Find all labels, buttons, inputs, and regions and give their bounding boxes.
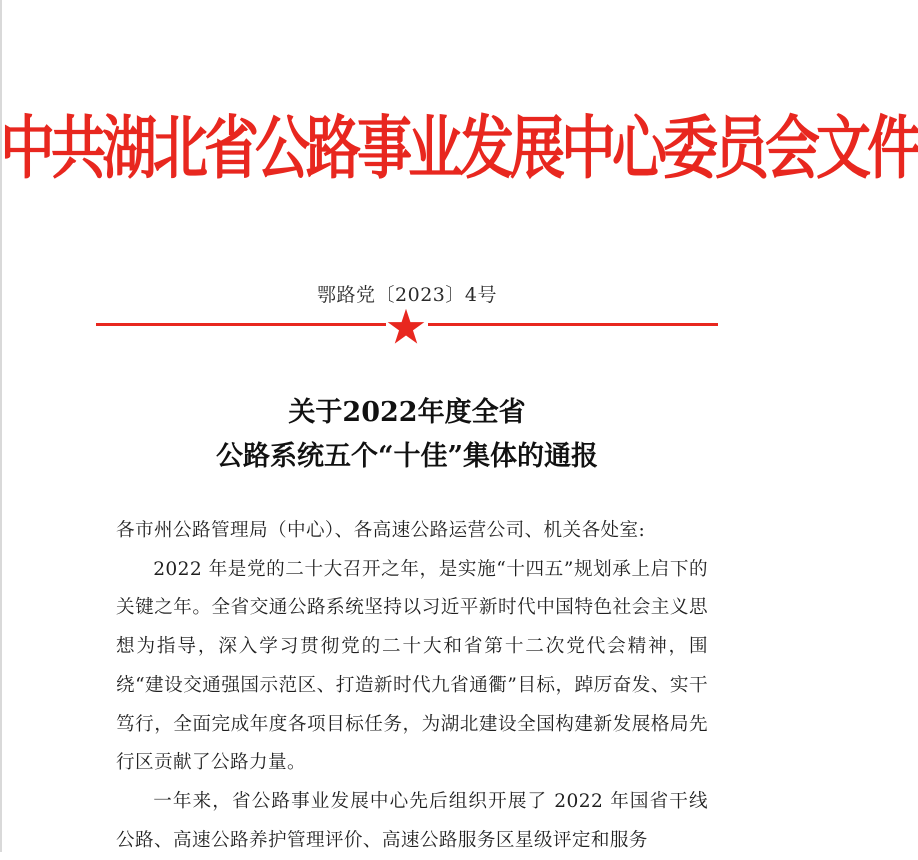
salutation: 各市州公路管理局（中心）、各高速公路运营公司、机关各处室: — [116, 520, 646, 541]
document-number: 鄂路党〔2023〕4号 — [317, 284, 497, 306]
document-title-line-1: 关于2022年度全省 — [288, 397, 526, 428]
divider-line-right — [428, 323, 718, 326]
divider-line-left — [96, 323, 386, 326]
document-body — [116, 512, 708, 860]
document-title-line-2: 公路系统五个“十佳”集体的通报 — [215, 441, 599, 472]
body-paragraph-1: 2022 年是党的二十大召开之年，是实施“十四五”规划承上启下的关键之年。全省交通公路系统坚持以习近平新时代中国特色社会主义思想为指导，深入学习贯彻党的二十大和省第十二次党代会精神，围绕“建设交通强国示范区、打造新时代九省通衢”目标，踔厉奋发、实干笃行，全面完成年度各项目标任务，为湖北建设全国构建新发展格局先行区贡献了公路力量。 — [116, 558, 708, 774]
body-paragraph-2: 一年来，省公路事业发展中心先后组织开展了 2022 年国省干线公路、高速公路养护管理评价、高速公路服务区星级评定和服务 — [116, 790, 708, 851]
red-star-icon — [387, 308, 425, 344]
red-masthead: 中共湖北省公路事业发展中心委员会文件 — [0, 107, 918, 189]
